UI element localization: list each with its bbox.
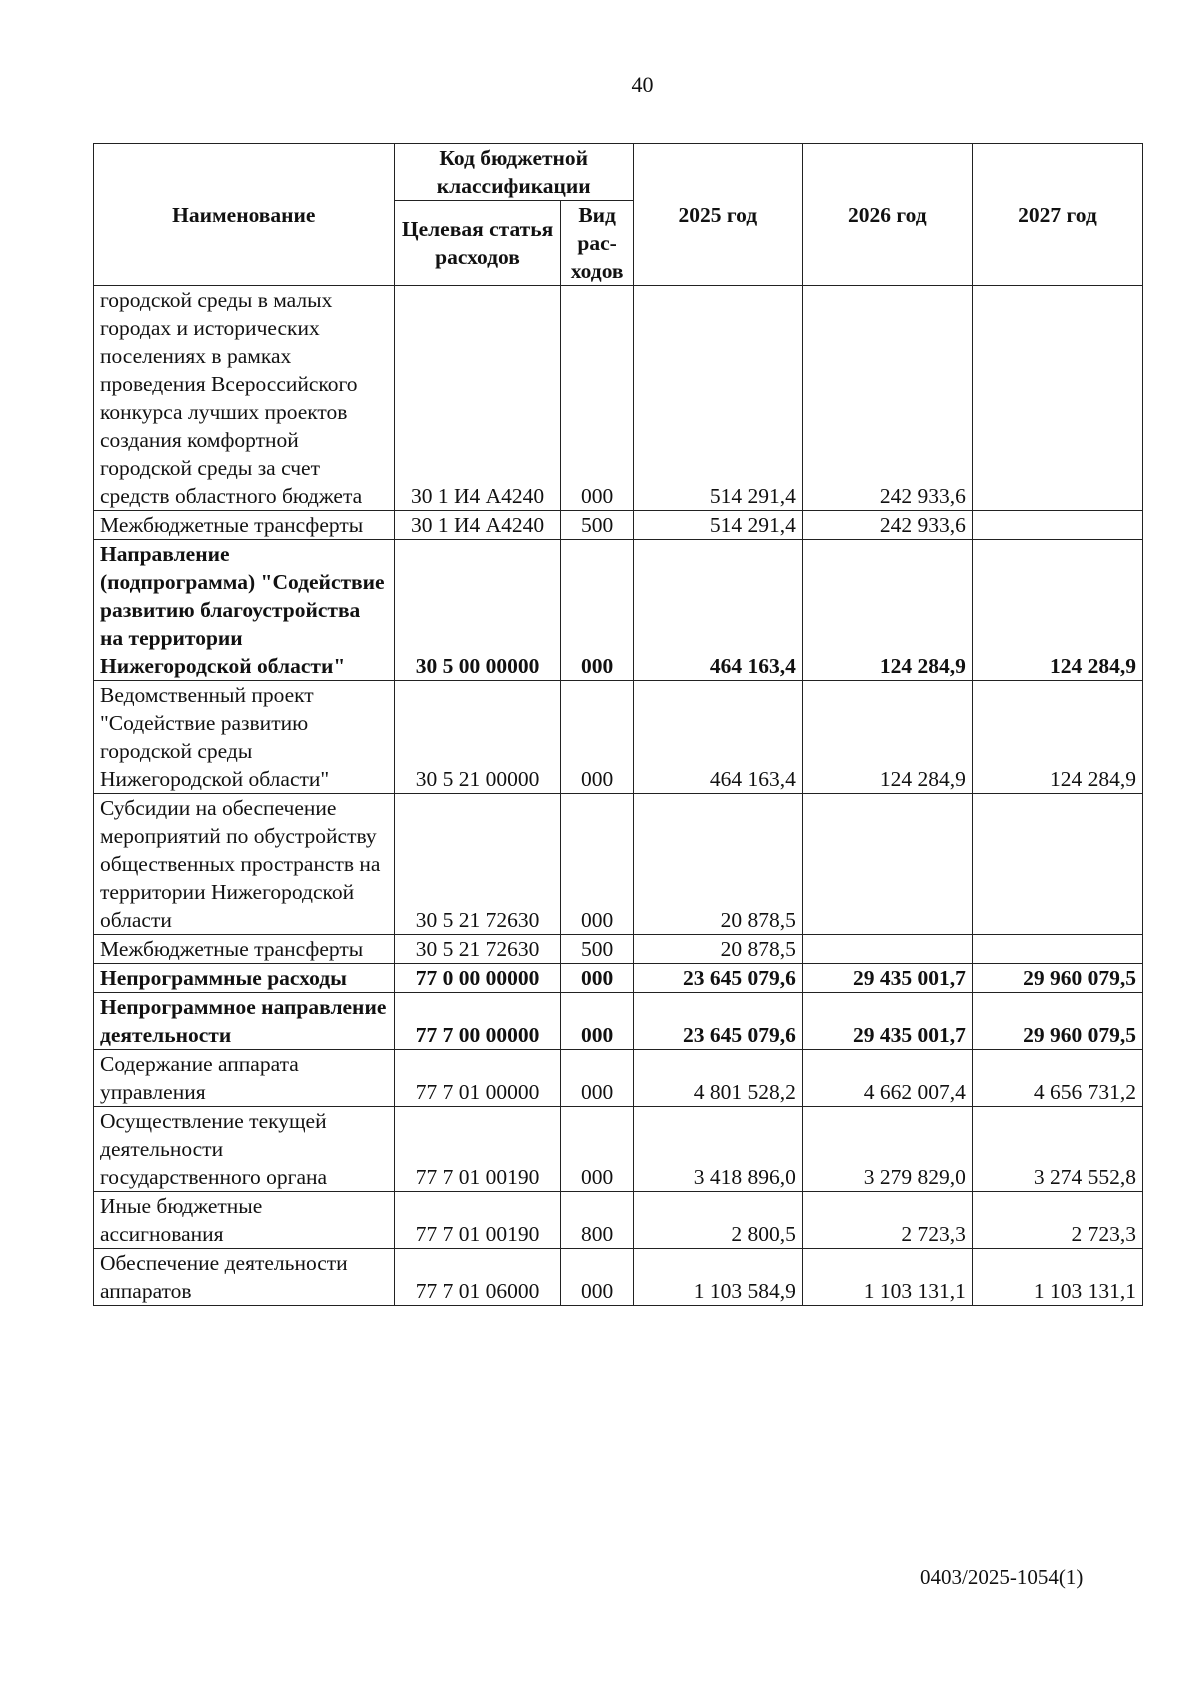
cell-y2026 [802,935,972,964]
cell-vid: 000 [561,993,633,1050]
cell-vid: 000 [561,540,633,681]
cell-code: 77 7 01 06000 [394,1249,561,1306]
budget-table [93,143,1143,1306]
cell-y2025: 2 800,5 [633,1192,802,1249]
cell-vid: 000 [561,286,633,511]
cell-name: Содержание аппарата управления [94,1050,395,1107]
cell-y2027: 124 284,9 [972,540,1142,681]
cell-code: 30 5 21 72630 [394,794,561,935]
cell-y2027: 29 960 079,5 [972,993,1142,1050]
cell-y2027: 3 274 552,8 [972,1107,1142,1192]
cell-name: Направление (подпрограмма) "Содействие развитию благоустройства на территории Нижегородской области" [94,540,395,681]
cell-y2026 [802,794,972,935]
cell-y2026: 29 435 001,7 [802,964,972,993]
cell-y2025: 20 878,5 [633,794,802,935]
header-2027: 2027 год [972,144,1142,286]
table-row [94,1050,1143,1107]
cell-code: 30 5 21 00000 [394,681,561,794]
cell-y2027 [972,794,1142,935]
cell-name: Субсидии на обеспечение мероприятий по обустройству общественных пространств на территории Нижегородской области [94,794,395,935]
cell-y2027: 29 960 079,5 [972,964,1142,993]
cell-code: 30 5 00 00000 [394,540,561,681]
table-body [94,286,1143,1306]
cell-y2025: 4 801 528,2 [633,1050,802,1107]
cell-vid: 500 [561,935,633,964]
cell-y2026: 3 279 829,0 [802,1107,972,1192]
cell-y2025: 514 291,4 [633,286,802,511]
cell-name: Непрограммные расходы [94,964,395,993]
cell-name: Обеспечение деятельности аппаратов [94,1249,395,1306]
cell-code: 77 7 01 00000 [394,1050,561,1107]
cell-y2026: 29 435 001,7 [802,993,972,1050]
cell-code: 30 1 И4 А4240 [394,286,561,511]
document-code: 0403/2025-1054(1) [920,1565,1084,1589]
cell-y2026: 4 662 007,4 [802,1050,972,1107]
cell-code: 77 7 00 00000 [394,993,561,1050]
cell-code: 30 5 21 72630 [394,935,561,964]
cell-y2025: 464 163,4 [633,540,802,681]
cell-name: городской среды в малых городах и исторических поселениях в рамках проведения Всероссийского конкурса лучших проектов создания комфортной городской среды за счет средств областного бюджета [94,286,395,511]
cell-y2025: 464 163,4 [633,681,802,794]
cell-y2026: 124 284,9 [802,540,972,681]
cell-y2025: 23 645 079,6 [633,993,802,1050]
header-2026: 2026 год [802,144,972,286]
cell-y2026: 242 933,6 [802,511,972,540]
cell-y2025: 20 878,5 [633,935,802,964]
table-row [94,1192,1143,1249]
cell-y2025: 23 645 079,6 [633,964,802,993]
table-row [94,286,1143,511]
cell-y2026: 242 933,6 [802,286,972,511]
cell-name: Осуществление текущей деятельности государственного органа [94,1107,395,1192]
cell-code: 77 7 01 00190 [394,1192,561,1249]
header-target-article: Целевая статья расходов [394,201,561,286]
table-row [94,993,1143,1050]
cell-vid: 800 [561,1192,633,1249]
cell-name: Ведомственный проект "Содействие развитию городской среды Нижегородской области" [94,681,395,794]
cell-y2027: 2 723,3 [972,1192,1142,1249]
header-2025: 2025 год [633,144,802,286]
cell-y2025: 3 418 896,0 [633,1107,802,1192]
cell-y2027 [972,935,1142,964]
cell-name: Межбюджетные трансферты [94,511,395,540]
cell-y2027 [972,511,1142,540]
header-expense-type: Вид рас-ходов [561,201,633,286]
table-row [94,681,1143,794]
cell-name: Иные бюджетные ассигнования [94,1192,395,1249]
table-row [94,540,1143,681]
cell-y2027: 124 284,9 [972,681,1142,794]
cell-vid: 000 [561,964,633,993]
cell-y2027: 1 103 131,1 [972,1249,1142,1306]
cell-y2026: 2 723,3 [802,1192,972,1249]
cell-code: 77 0 00 00000 [394,964,561,993]
cell-vid: 000 [561,794,633,935]
table-row [94,964,1143,993]
table-row [94,511,1143,540]
cell-y2025: 1 103 584,9 [633,1249,802,1306]
cell-y2026: 1 103 131,1 [802,1249,972,1306]
cell-y2026: 124 284,9 [802,681,972,794]
cell-y2027: 4 656 731,2 [972,1050,1142,1107]
table-row [94,794,1143,935]
cell-name: Непрограммное направление деятельности [94,993,395,1050]
cell-code: 30 1 И4 А4240 [394,511,561,540]
header-kbk: Код бюджетной классификации [394,144,633,201]
cell-y2027 [972,286,1142,511]
cell-code: 77 7 01 00190 [394,1107,561,1192]
cell-name: Межбюджетные трансферты [94,935,395,964]
cell-vid: 000 [561,1249,633,1306]
cell-vid: 500 [561,511,633,540]
cell-vid: 000 [561,1050,633,1107]
header-name: Наименование [94,144,395,286]
cell-vid: 000 [561,1107,633,1192]
cell-vid: 000 [561,681,633,794]
table-row [94,1107,1143,1192]
table-row [94,1249,1143,1306]
page-number: 40 [631,72,654,97]
cell-y2025: 514 291,4 [633,511,802,540]
table-row [94,935,1143,964]
